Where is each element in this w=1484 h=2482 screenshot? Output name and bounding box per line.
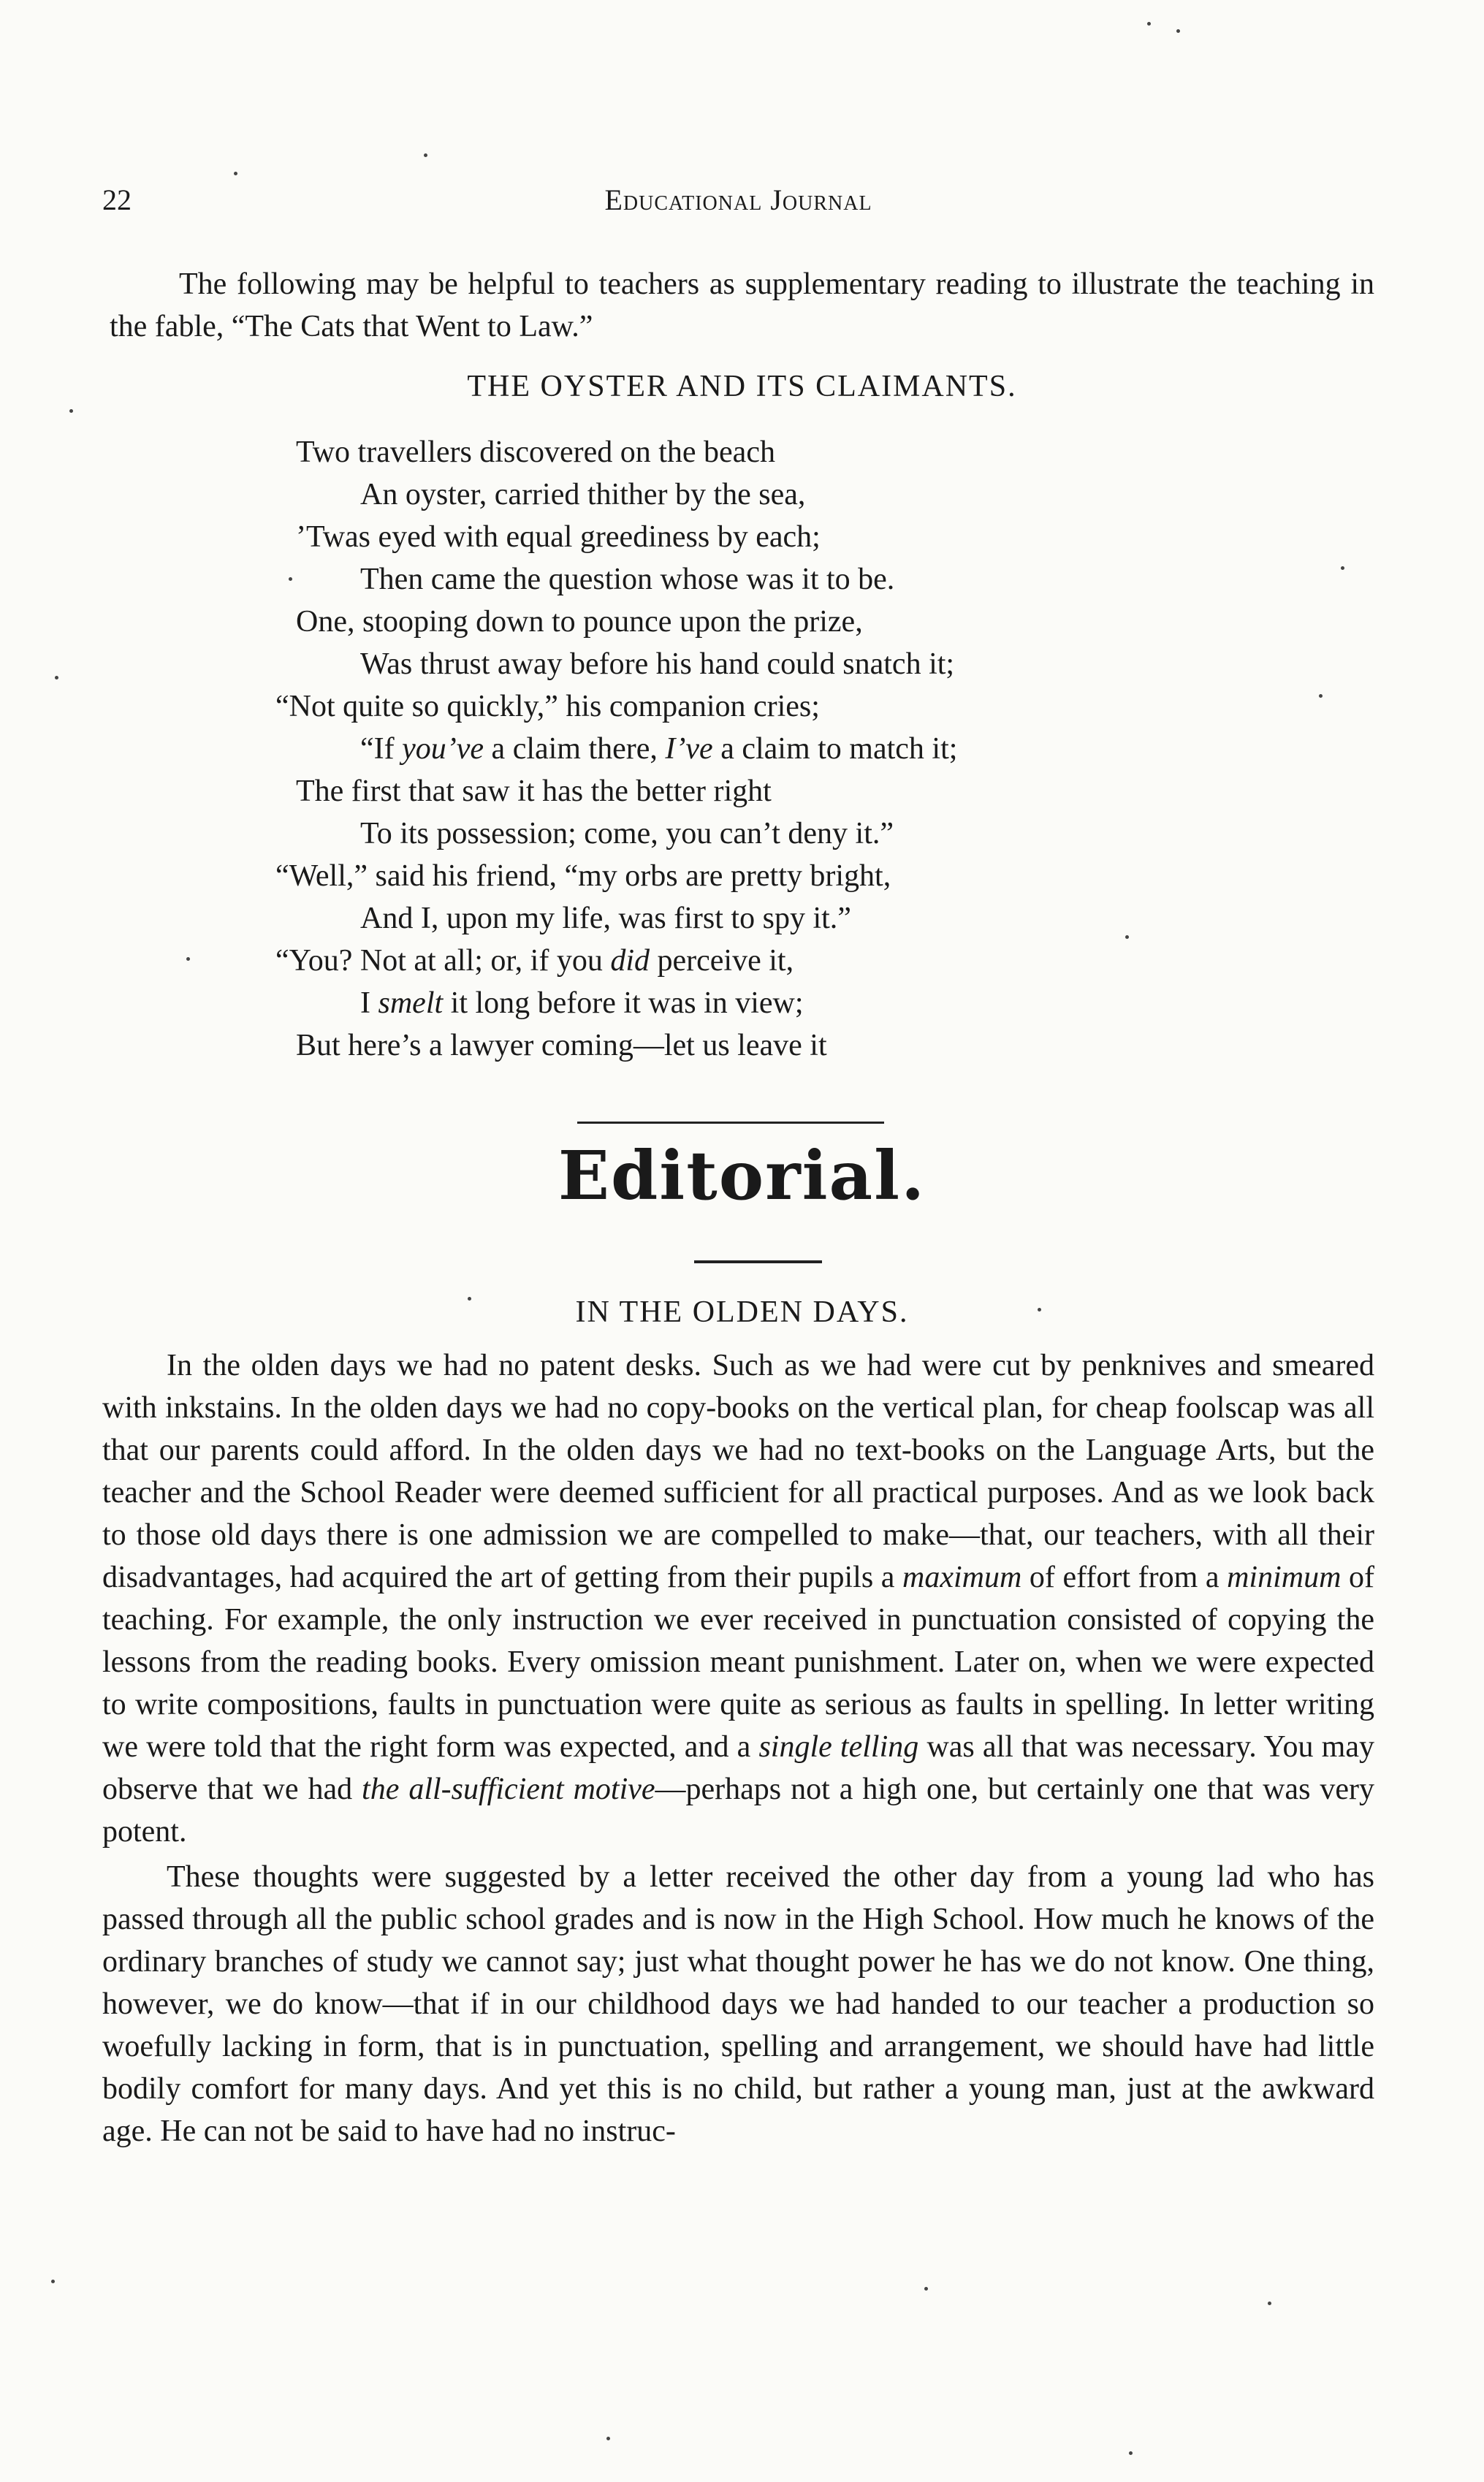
scan-speck (1176, 29, 1180, 33)
scan-speck (51, 2280, 55, 2283)
scan-speck (1129, 2451, 1133, 2455)
poem (275, 431, 1173, 1067)
scan-speck (1125, 935, 1129, 939)
scan-speck (924, 2287, 928, 2291)
scan-speck (1341, 566, 1344, 570)
poem-line: “You? Not at all; or, if you did perceive it, (275, 944, 794, 978)
page-header (102, 183, 1374, 226)
scan-speck (1038, 1308, 1041, 1312)
poem-line: ’Twas eyed with equal greediness by each; (296, 520, 821, 554)
poem-title: THE OYSTER AND ITS CLAIMANTS. (467, 370, 1017, 403)
scan-speck (289, 577, 292, 581)
article-paragraph: These thoughts were suggested by a letter received the other day from a young lad who has passed through all the public school grades and is now in the High School. How much he knows of the ordinary branches of study we cannot say; just what thought power he has we do not know. One thing, however, we do know—that if in our childhood days we had handed to our teacher a production so woefully lacking in form, that is in punctuation, spelling and arrangement, we should have had little bodily comfort for many days. And yet this is no child, but rather a young man, just at the awkward age. He can not be said to have had no instruc- (102, 1860, 1374, 2148)
scan-speck (69, 409, 73, 413)
poem-line: One, stooping down to pounce upon the prize, (296, 605, 863, 639)
scan-speck (424, 153, 427, 157)
poem-line: An oyster, carried thither by the sea, (360, 478, 806, 511)
running-title: Educational Journal (604, 183, 872, 216)
poem-line: Was thrust away before his hand could snatch it; (360, 647, 955, 681)
scan-speck (186, 957, 190, 961)
scan-speck (55, 676, 58, 679)
scan-speck (1147, 22, 1151, 26)
scan-speck (234, 172, 237, 175)
intro-paragraph: The following may be helpful to teachers as supplementary reading to illustrate the teaching in the fable, “The Cats that Went to Law.” (110, 267, 1374, 343)
article-title: IN THE OLDEN DAYS. (575, 1295, 909, 1329)
scan-speck (1268, 2302, 1271, 2305)
scan-speck (1319, 694, 1323, 698)
poem-line: I smelt it long before it was in view; (360, 986, 804, 1020)
scan-speck (606, 2437, 610, 2440)
page-number: 22 (102, 183, 132, 216)
poem-line: Then came the question whose was it to be. (360, 563, 895, 596)
article-body (102, 1344, 1374, 2155)
poem-line: “Not quite so quickly,” his companion cries; (275, 690, 820, 723)
poem-line: “If you’ve a claim there, I’ve a claim to match it; (360, 732, 958, 766)
article-paragraph: In the olden days we had no patent desks. Such as we had were cut by penknives and smeared with inkstains. In the olden days we had no copy-books on the vertical plan, for cheap foolscap was all that our parents could afford. In the olden days we had no text-books on the Language Arts, but the teacher and the School Reader were deemed sufficient for all practical purposes. And as we look back to those old days there is one admission we are compelled to make—that, our teachers, with all their disadvantages, had acquired the art of getting from their pupils a maximum of effort from a minimum of teaching. For example, the only instruction we ever received in punctuation consisted of copying the lessons from the reading books. Every omission meant punishment. Later on, when we were expected to write compositions, faults in punctuation were quite as serious as faults in spelling. In letter writing we were told that the right form was expected, and a single telling was all that was necessary. You may observe that we had the all-sufficient motive—perhaps not a high one, but certainly one that was very potent. (102, 1349, 1375, 1849)
poem-line: But here’s a lawyer coming—let us leave it (296, 1029, 827, 1062)
poem-line: And I, upon my life, was first to spy it.” (360, 902, 851, 935)
poem-line: “Well,” said his friend, “my orbs are pretty bright, (275, 859, 891, 893)
poem-line: To its possession; come, you can’t deny it.” (360, 817, 894, 850)
section-divider (577, 1122, 884, 1124)
section-heading: Editorial. (558, 1136, 926, 1215)
heading-underline (694, 1260, 822, 1263)
poem-line: The first that saw it has the better right (296, 774, 772, 808)
scan-speck (468, 1297, 471, 1301)
poem-line: Two travellers discovered on the beach (296, 435, 775, 469)
